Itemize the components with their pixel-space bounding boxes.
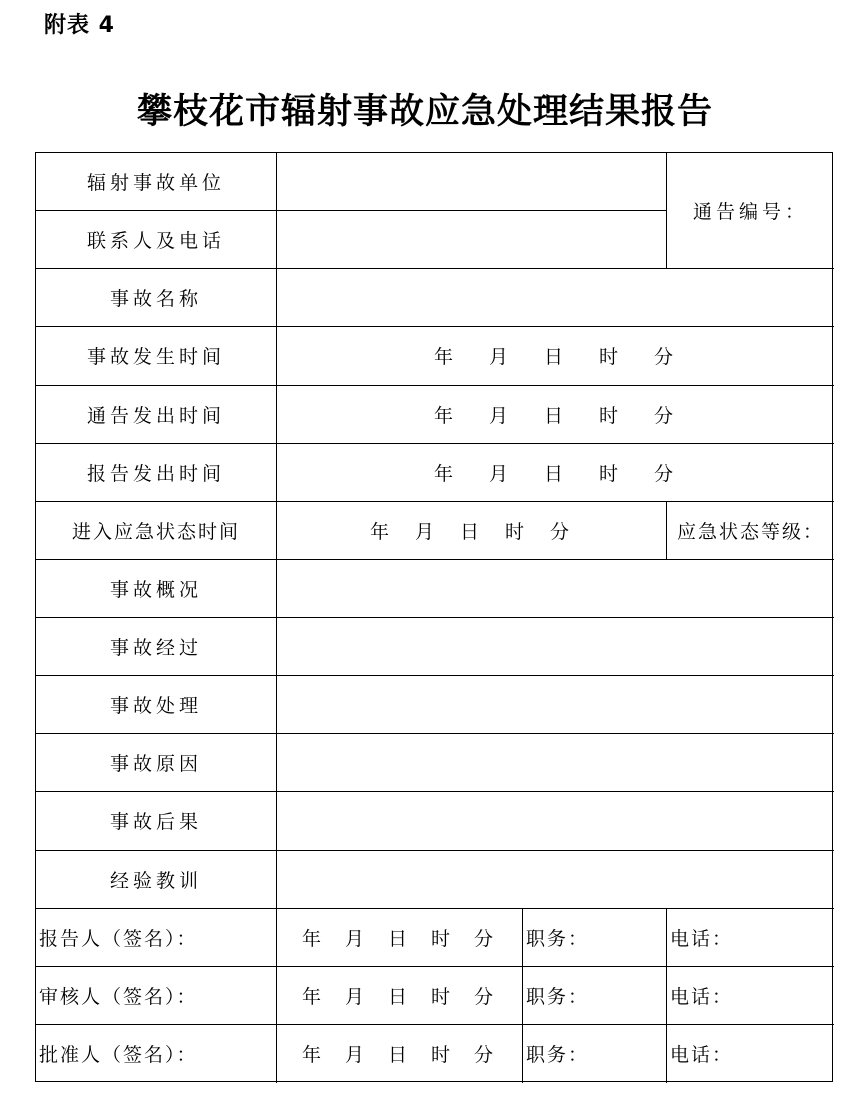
date-day: 日 [387, 927, 411, 950]
label-process: 事故经过 [36, 618, 277, 676]
label-cause: 事故原因 [36, 734, 277, 792]
date-month: 月 [414, 520, 438, 543]
date-hour: 时 [599, 404, 623, 427]
date-minute: 分 [550, 520, 574, 543]
date-day: 日 [543, 462, 567, 485]
signer-time-reporter[interactable] [277, 909, 523, 967]
signer-duty-reporter[interactable]: 职务： [523, 909, 667, 967]
field-notice-time[interactable] [277, 386, 834, 444]
label-emergency-time: 进入应急状态时间 [36, 502, 277, 560]
date-minute: 分 [474, 1044, 498, 1067]
page-title: 攀枝花市辐射事故应急处理结果报告 [136, 91, 713, 132]
date-day: 日 [387, 1044, 411, 1067]
field-handling[interactable] [277, 676, 834, 734]
date-day: 日 [387, 985, 411, 1008]
field-emergency-time[interactable] [277, 502, 667, 560]
signer-time-reviewer[interactable] [277, 967, 523, 1025]
date-month: 月 [488, 346, 512, 369]
date-year: 年 [369, 520, 393, 543]
date-hour: 时 [431, 927, 455, 950]
label-contact: 联系人及电话 [36, 211, 277, 269]
signer-phone-reviewer[interactable]: 电话： [667, 967, 834, 1025]
label-notice-no: 通告编号： [667, 153, 834, 269]
field-process[interactable] [277, 618, 834, 676]
date-year: 年 [301, 985, 325, 1008]
date-month: 月 [344, 927, 368, 950]
label-occur-time: 事故发生时间 [36, 327, 277, 385]
signer-time-approver[interactable] [277, 1025, 523, 1083]
field-contact[interactable] [277, 211, 667, 269]
date-minute: 分 [474, 927, 498, 950]
label-handling: 事故处理 [36, 676, 277, 734]
signer-duty-approver[interactable]: 职务： [523, 1025, 667, 1083]
date-minute: 分 [654, 462, 678, 485]
label-consequence: 事故后果 [36, 792, 277, 850]
date-month: 月 [344, 985, 368, 1008]
date-day: 日 [543, 346, 567, 369]
date-year: 年 [301, 927, 325, 950]
signer-label-reporter: 报告人（签名）： [36, 909, 277, 967]
signer-label-approver: 批准人（签名）： [36, 1025, 277, 1083]
date-day: 日 [459, 520, 483, 543]
date-hour: 时 [431, 1044, 455, 1067]
date-hour: 时 [599, 462, 623, 485]
date-minute: 分 [654, 346, 678, 369]
date-year: 年 [433, 404, 457, 427]
label-unit: 辐射事故单位 [36, 153, 277, 211]
label-emergency-level: 应急状态等级： [667, 502, 834, 560]
date-day: 日 [543, 404, 567, 427]
field-report-time[interactable] [277, 444, 834, 502]
attachment-label: 附表 4 [44, 13, 115, 38]
date-minute: 分 [474, 985, 498, 1008]
label-report-time: 报告发出时间 [36, 444, 277, 502]
label-lessons: 经验教训 [36, 851, 277, 909]
date-month: 月 [488, 404, 512, 427]
date-hour: 时 [431, 985, 455, 1008]
field-accident-name[interactable] [277, 269, 834, 327]
signer-label-reviewer: 审核人（签名）： [36, 967, 277, 1025]
date-hour: 时 [599, 346, 623, 369]
field-overview[interactable] [277, 560, 834, 618]
date-year: 年 [433, 346, 457, 369]
label-accident-name: 事故名称 [36, 269, 277, 327]
date-year: 年 [433, 462, 457, 485]
signer-phone-approver[interactable]: 电话： [670, 1044, 734, 1067]
field-lessons[interactable] [277, 851, 834, 909]
label-overview: 事故概况 [36, 560, 277, 618]
field-occur-time[interactable] [277, 327, 834, 385]
signer-duty-reviewer[interactable]: 职务： [523, 967, 667, 1025]
date-month: 月 [488, 462, 512, 485]
field-unit[interactable] [277, 153, 667, 211]
date-month: 月 [344, 1044, 368, 1067]
signer-phone-reporter[interactable]: 电话： [667, 909, 834, 967]
date-minute: 分 [654, 404, 678, 427]
date-hour: 时 [505, 520, 529, 543]
field-cause[interactable] [277, 734, 834, 792]
date-year: 年 [301, 1044, 325, 1067]
field-consequence[interactable] [277, 792, 834, 850]
report-form [35, 152, 833, 1082]
label-notice-time: 通告发出时间 [36, 386, 277, 444]
